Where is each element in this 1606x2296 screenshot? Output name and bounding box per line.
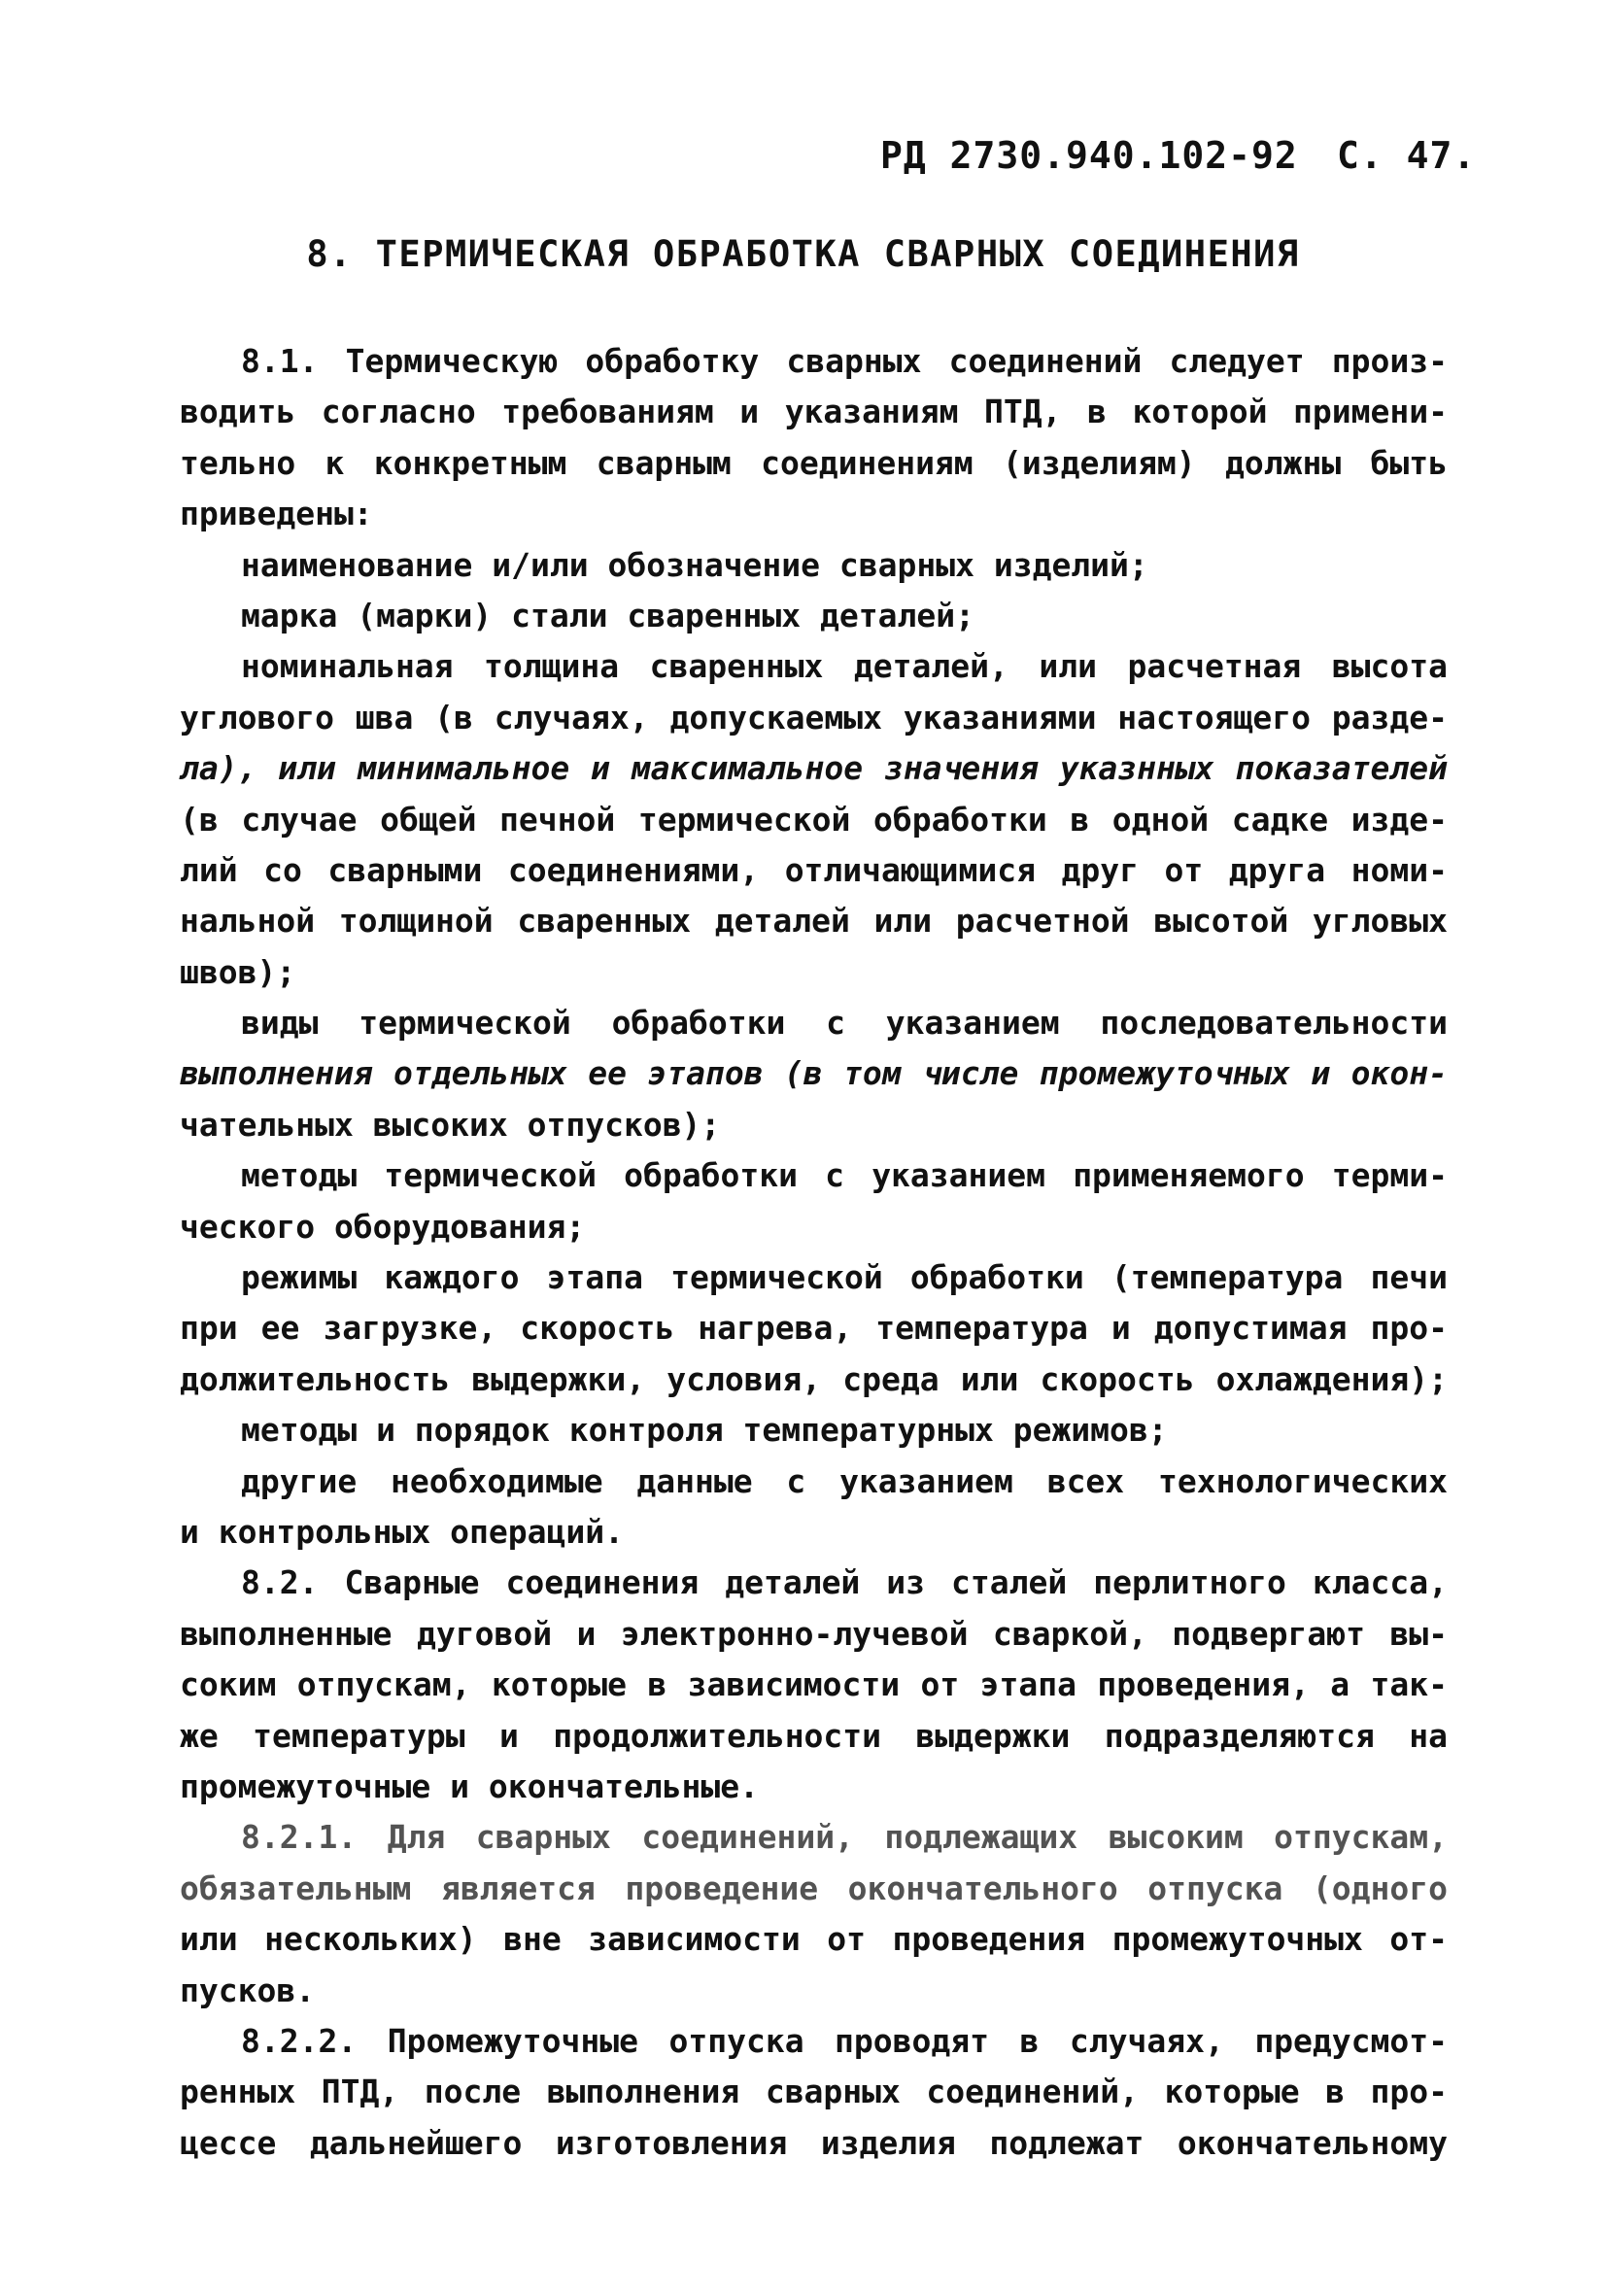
text-line: углового шва (в случаях, допускаемых указаниями настоящего разде- xyxy=(180,698,1448,737)
section-title: 8. ТЕРМИЧЕСКАЯ ОБРАБОТКА СВАРНЫХ СОЕДИНЕНИЯ xyxy=(306,233,1300,275)
list-item: марка (марки) стали сваренных деталей; xyxy=(241,596,974,634)
text-line: лий со сварными соединениями, отличающимися друг от друга номи- xyxy=(180,850,1448,889)
text-line: должительность выдержки, условия, среда или скорость охлаждения); xyxy=(180,1359,1448,1398)
text-line: выполнения отдельных ее этапов (в том числе промежуточных и окон- xyxy=(180,1054,1448,1093)
text-line: швов); xyxy=(180,952,296,991)
text-line: и контрольных операций. xyxy=(180,1512,624,1551)
text-line: 8.2.1. Для сварных соединений, подлежащих высоким отпускам, xyxy=(241,1818,1448,1857)
text-line: приведены: xyxy=(180,495,373,533)
list-item: методы и порядок контроля температурных режимов; xyxy=(241,1411,1168,1450)
text-line: ренных ПТД, после выполнения сварных соединений, которые в про- xyxy=(180,2073,1448,2111)
text-line: обязательным является проведение окончательного отпуска (одного xyxy=(180,1868,1448,1907)
list-item: режимы каждого этапа термической обработки (температура печи xyxy=(241,1258,1448,1297)
text-line: (в случае общей печной термической обработки в одной садке изде- xyxy=(180,800,1448,839)
text-line: нальной толщиной сваренных деталей или расчетной высотой угловых xyxy=(180,902,1448,941)
list-item: виды термической обработки с указанием последовательности xyxy=(241,1004,1448,1043)
document-code: РД 2730.940.102-92 xyxy=(880,134,1298,177)
text-line: же температуры и продолжительности выдержки подразделяются на xyxy=(180,1716,1448,1755)
page-number: С. 47. xyxy=(1337,134,1477,177)
text-line: тельно к конкретным сварным соединениям (изделиям) должны быть xyxy=(180,443,1448,482)
text-line: водить согласно требованиям и указаниям ПТД, в которой примени- xyxy=(180,393,1448,431)
list-item: методы термической обработки с указанием применяемого терми- xyxy=(241,1156,1448,1195)
text-line: ческого оборудования; xyxy=(180,1207,586,1246)
text-line: соким отпускам, которые в зависимости от этапа проведения, а так- xyxy=(180,1665,1448,1704)
list-item: наименование и/или обозначение сварных изделий; xyxy=(241,545,1148,584)
text-line: или нескольких) вне зависимости от проведения промежуточных от- xyxy=(180,1920,1448,1959)
text-line: пусков. xyxy=(180,1970,316,2009)
page-header xyxy=(0,134,1606,192)
body-text xyxy=(180,336,1448,2169)
text-line: ла), или минимальное и максимальное значения указнных показателей xyxy=(180,749,1448,788)
text-line: цессе дальнейшего изготовления изделия подлежат окончательному xyxy=(180,2123,1448,2162)
text-line: 8.2.2. Промежуточные отпуска проводят в случаях, предусмот- xyxy=(241,2021,1448,2060)
text-line: 8.2. Сварные соединения деталей из сталей перлитного класса, xyxy=(241,1563,1448,1602)
text-line: 8.1. Термическую обработку сварных соединений следует произ- xyxy=(241,342,1448,380)
text-line: выполненные дуговой и электронно-лучевой сваркой, подвергают вы- xyxy=(180,1614,1448,1653)
text-line: чательных высоких отпусков); xyxy=(180,1105,721,1144)
list-item: другие необходимые данные с указанием всех технологических xyxy=(241,1461,1448,1500)
list-item: номинальная толщина сваренных деталей, или расчетная высота xyxy=(241,647,1448,686)
text-line: при ее загрузке, скорость нагрева, температура и допустимая про- xyxy=(180,1309,1448,1348)
text-line: промежуточные и окончательные. xyxy=(180,1766,760,1805)
